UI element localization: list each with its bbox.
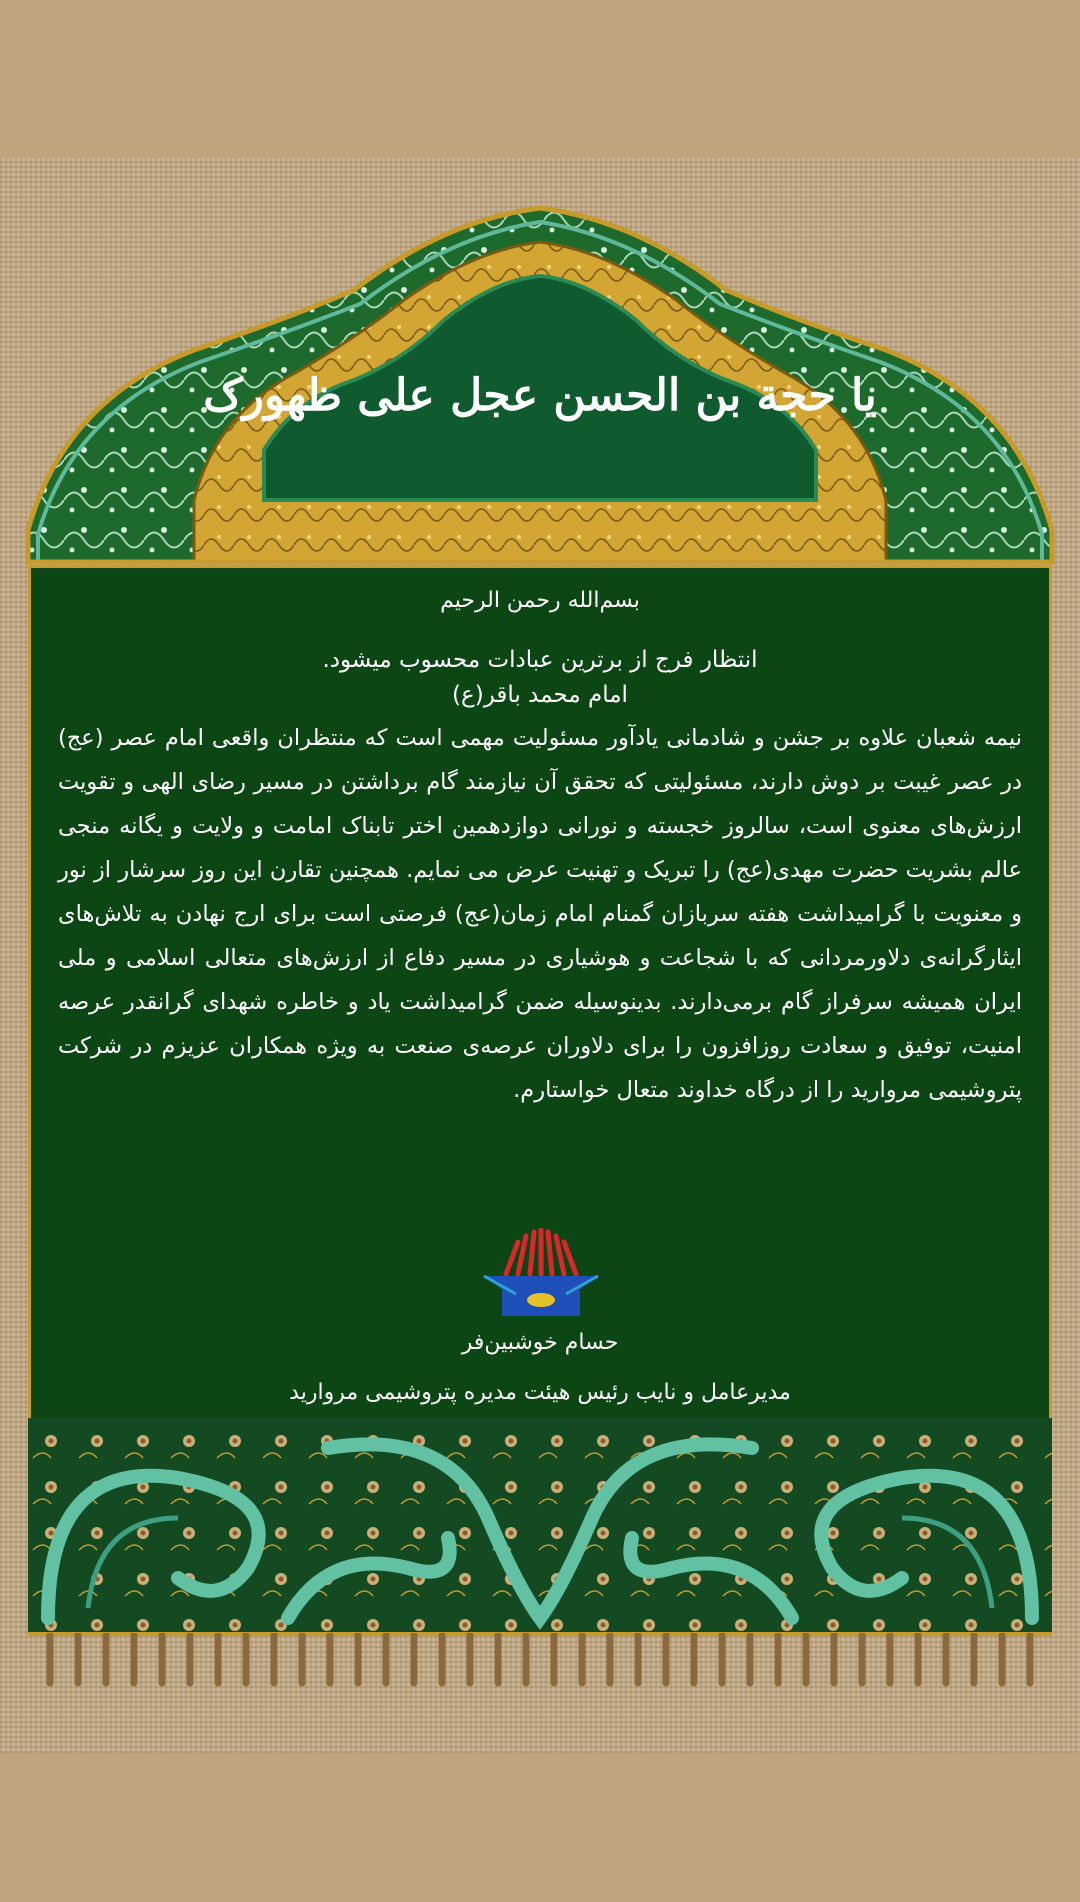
quote-attribution: امام محمد باقر(ع) [452, 682, 628, 708]
bottom-ornament [28, 1418, 1052, 1636]
carpet-fringe [40, 1633, 1040, 1687]
signer-title: مدیرعامل و نایب رئیس هیئت مدیره پتروشیمی مروارید [289, 1380, 791, 1405]
calligraphy-text: یا حجة بن الحسن عجل علی ظهورک [203, 370, 877, 421]
arch-ornament [24, 200, 1056, 572]
message-text-block [58, 588, 1022, 1112]
signer-name: حسام خوشبین‌فر [461, 1330, 619, 1355]
petrochemical-logo-icon [480, 1228, 602, 1320]
basmala-heading: بسم‌الله رحمن الرحیم [440, 588, 640, 613]
hadith-quote: انتظار فرج از برترین عبادات محسوب میشود. [322, 647, 758, 673]
message-body: نیمه شعبان علاوه بر جشن و شادمانی یادآور مسئولیت مهمی است که منتظران واقعی امام عصر (عج) در عصر غیبت بر دوش دارند، مسئولیتی که تحقق آن نیازمند گام برداشتن در مسیر رضای الهی و تقویت ارزش‌های معنوی است، سالروز خجسته و نورانی دوازدهمین اختر تابناک امامت و ولایت و یگانه منجی عالم بشریت حضرت مهدی(عج) را تبریک و تهنیت عرض می نمایم. همچنین تقارن این روز سرشار از نور و معنویت با گرامیداشت هفته سربازان گمنام امام زمان(عج) فرصتی است برای ارج نهادن به تلاش‌های ایثارگرانه‌ی دلاورمردانی که با شجاعت و هوشیاری در مسیر دفاع از ارزش‌های متعالی اسلامی و ملی ایران همیشه سرفراز گام برمی‌دارند. بدینوسیله ضمن گرامیداشت یاد و خاطره شهدای گرانقدر عرصه امنیت، توفیق و سعادت روزافزون را برای دلاوران عرصه‌ی صنعت به ویژه همکاران عزیزم در شرکت پتروشیمی مروارید را از درگاه خداوند متعال خواستارم. [58, 725, 1022, 1103]
